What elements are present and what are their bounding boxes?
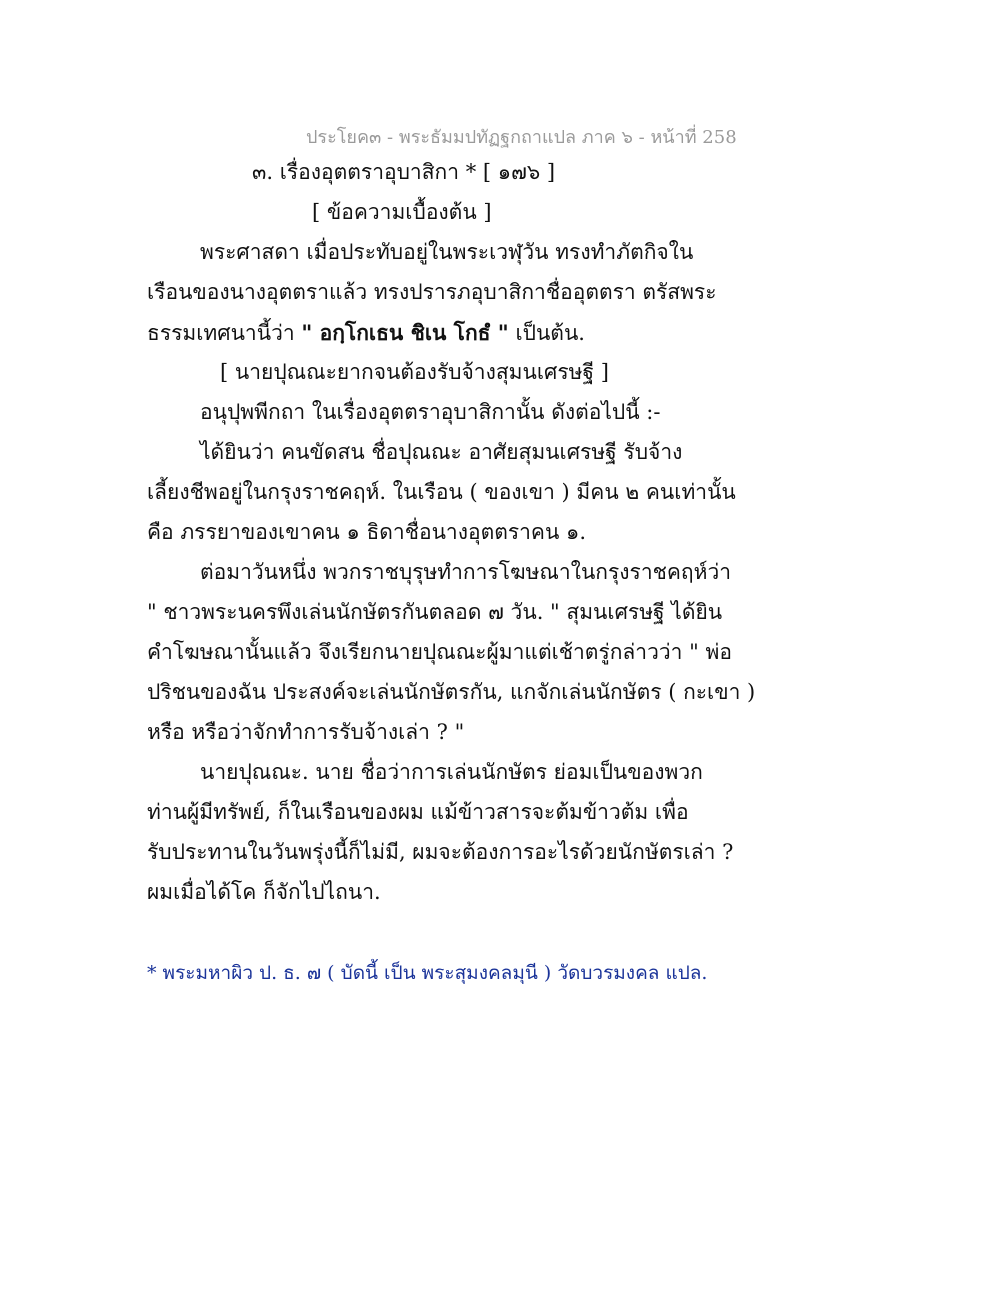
para2-line-2: เลี้ยงชีพอยู่ในกรุงราชคฤห์. ในเรือน ( ของเขา ) มีคน ๒ คนเท่านั้น xyxy=(147,480,736,504)
para4-line-4: ผมเมื่อได้โค ก็จักไปไถนา. xyxy=(147,880,381,904)
para3-line-2: " ชาวพระนครพึงเล่นนักษัตรกันตลอด ๗ วัน. " สุมนเศรษฐี ได้ยิน xyxy=(147,600,723,624)
para3-line-3: คำโฆษณานั้นแล้ว จึงเรียกนายปุณณะผู้มาแต่เช้าตรู่กล่าวว่า " พ่อ xyxy=(147,640,732,664)
para3-line-4: ปริชนของฉัน ประสงค์จะเล่นนักษัตรกัน, แกจักเล่นนักษัตร ( กะเขา ) xyxy=(147,680,756,704)
section-heading-punna: [ นายปุณณะยากจนต้องรับจ้างสุมนเศรษฐี ] xyxy=(220,360,609,384)
para3-line-5: หรือ หรือว่าจักทำการรับจ้างเล่า ? " xyxy=(147,720,465,744)
running-header: ประโยค๓ - พระธัมมปทัฏฐกถาแปล ภาค ๖ - หน้าที่ 258 xyxy=(306,127,737,148)
intro-line-1: พระศาสดา เมื่อประทับอยู่ในพระเวฬุวัน ทรงทำภัตกิจใน xyxy=(200,240,694,264)
intro-line-3 xyxy=(147,322,585,344)
intro-line-3-pre: ธรรมเทศนานี้ว่า xyxy=(147,321,302,345)
para2-line-3: คือ ภรรยาของเขาคน ๑ ธิดาชื่อนางอุตตราคน ๑. xyxy=(147,520,587,544)
pali-quote: " อกฺโกเธน ชิเน โกธํ " xyxy=(301,320,509,345)
intro-line-2: เรือนของนางอุตตราแล้ว ทรงปรารภอุบาสิกาชื่ออุตตรา ตรัสพระ xyxy=(147,280,717,304)
section-heading-intro: [ ข้อความเบื้องต้น ] xyxy=(312,200,492,224)
para1-line: อนุปุพพีกถา ในเรื่องอุตตราอุบาสิกานั้น ดังต่อไปนี้ :- xyxy=(200,400,661,424)
para4-line-3: รับประทานในวันพรุ่งนี้ก็ไม่มี, ผมจะต้องการอะไรด้วยนักษัตรเล่า ? xyxy=(147,840,734,864)
para3-line-1: ต่อมาวันหนึ่ง พวกราชบุรุษทำการโฆษณาในกรุงราชคฤห์ว่า xyxy=(200,560,732,584)
para4-line-1: นายปุณณะ. นาย ชื่อว่าการเล่นนักษัตร ย่อมเป็นของพวก xyxy=(200,760,703,784)
para4-line-2: ท่านผู้มีทรัพย์, ก็ในเรือนของผม แม้ข้าวสารจะต้มข้าวต้ม เพื่อ xyxy=(147,800,689,824)
intro-line-3-post: เป็นต้น. xyxy=(515,321,585,345)
story-title: ๓. เรื่องอุตตราอุบาสิกา * [ ๑๗๖ ] xyxy=(252,160,556,184)
footnote: * พระมหาผิว ป. ธ. ๗ ( บัดนี้ เป็น พระสุมงคลมุนี ) วัดบวรมงคล แปล. xyxy=(147,962,708,984)
para2-line-1: ได้ยินว่า คนขัดสน ชื่อปุณณะ อาศัยสุมนเศรษฐี รับจ้าง xyxy=(200,440,683,464)
